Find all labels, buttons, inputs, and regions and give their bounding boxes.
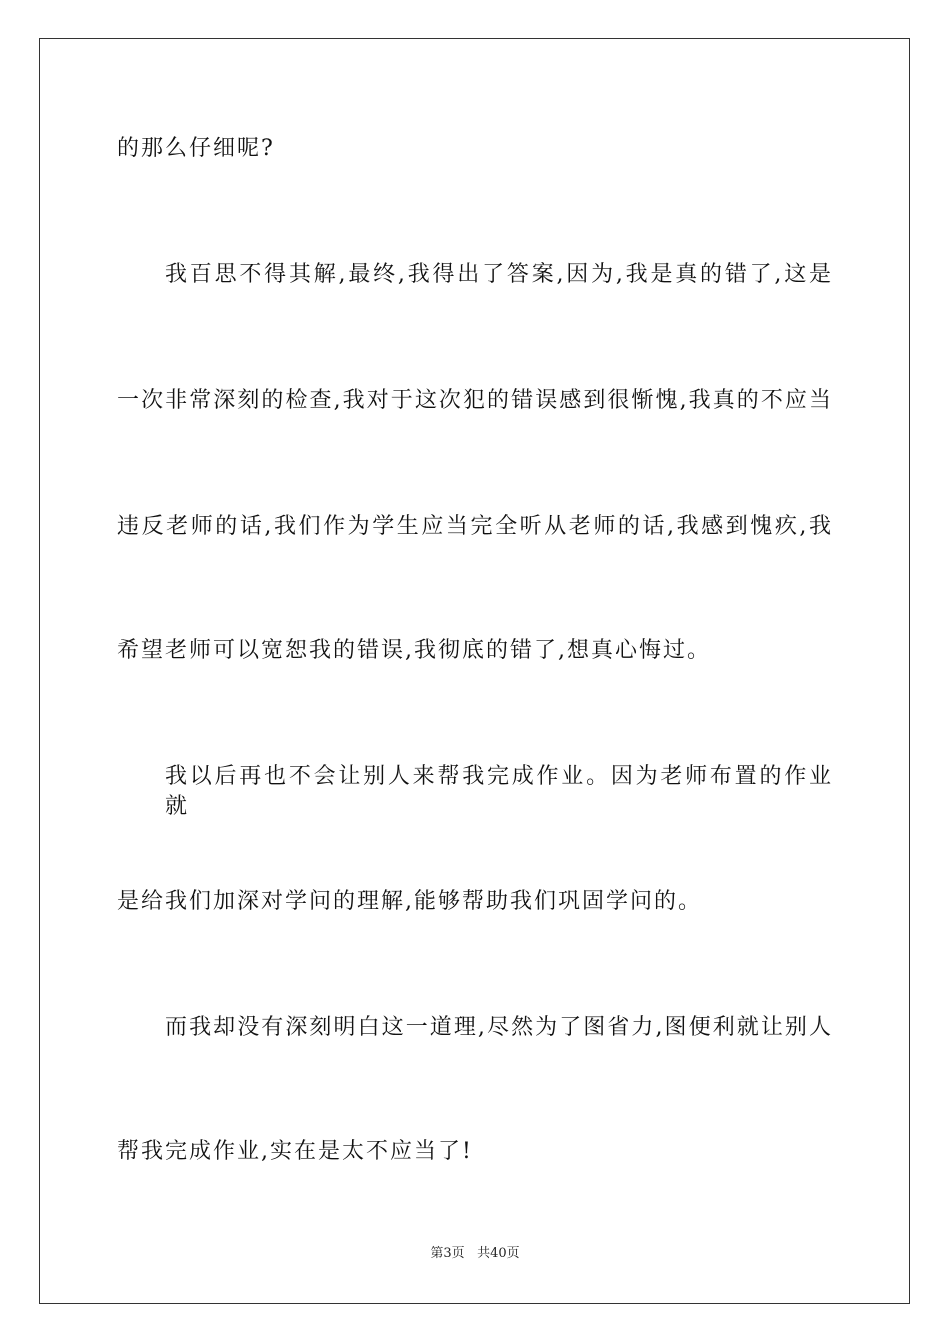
- body-line-2: 我百思不得其解,最终,我得出了答案,因为,我是真的错了,这是: [165, 262, 833, 287]
- page-total: 共40页: [477, 1246, 520, 1261]
- page-frame: [39, 38, 910, 1304]
- body-line-5: 希望老师可以宽恕我的错误,我彻底的错了,想真心悔过。: [117, 638, 711, 663]
- page-number: 第3页: [430, 1246, 465, 1261]
- body-line-3: 一次非常深刻的检查,我对于这次犯的错误感到很惭愧,我真的不应当: [117, 388, 833, 413]
- body-line-4: 违反老师的话,我们作为学生应当完全听从老师的话,我感到愧疚,我: [117, 514, 833, 539]
- body-line-7: 是给我们加深对学问的理解,能够帮助我们巩固学问的。: [117, 889, 702, 914]
- body-line-9: 帮我完成作业,实在是太不应当了!: [117, 1139, 473, 1164]
- body-line-6: 我以后再也不会让别人来帮我完成作业。因为老师布置的作业就: [165, 764, 833, 819]
- body-line-8: 而我却没有深刻明白这一道理,尽然为了图省力,图便利就让别人: [165, 1015, 833, 1040]
- page-footer: [0, 1245, 950, 1263]
- body-line-1: 的那么仔细呢?: [117, 136, 275, 161]
